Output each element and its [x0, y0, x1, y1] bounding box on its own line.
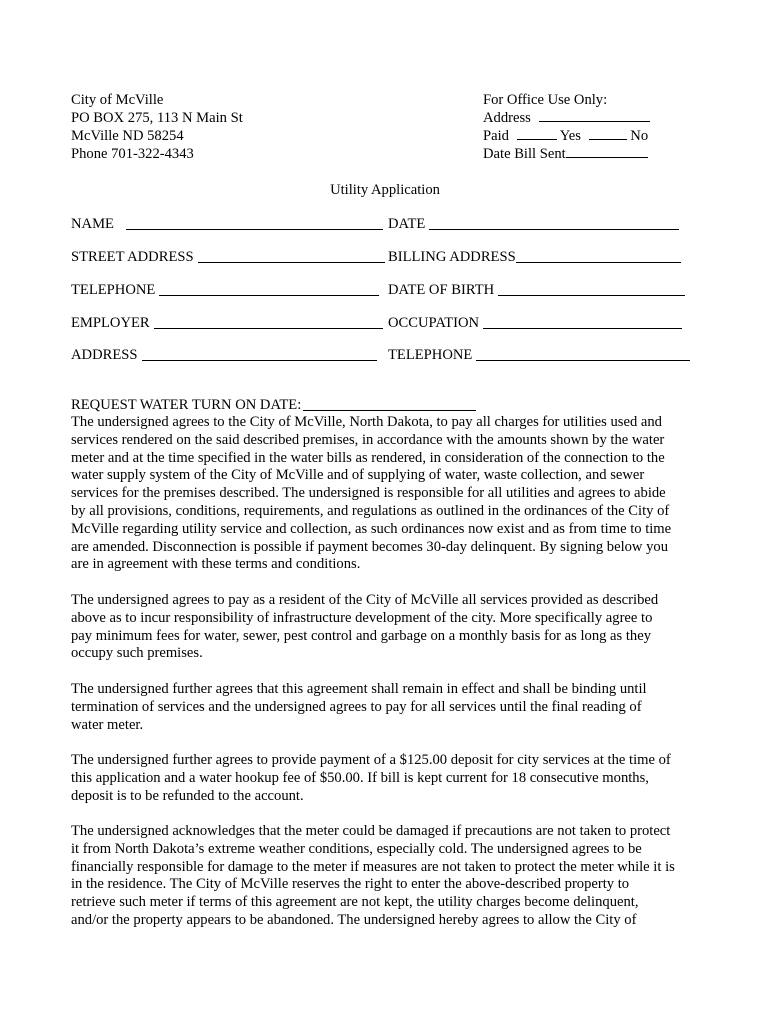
address-label: ADDRESS: [71, 347, 138, 363]
street-address-label: STREET ADDRESS: [71, 249, 194, 265]
paragraph-line: pay minimum fees for water, sewer, pest control and garbage on a monthly basis for as long as they: [71, 627, 651, 644]
city-name: City of McVille: [71, 92, 164, 108]
agreement-paragraph-4: [71, 751, 701, 804]
paragraph-line: The undersigned acknowledges that the meter could be damaged if precautions are not taken to protect: [71, 823, 671, 839]
paragraph-line: by all provisions, conditions, requirements, and regulations as outlined in the ordinances of the City of: [71, 502, 670, 519]
date-of-birth-field: [388, 281, 685, 299]
po-box: PO BOX 275, 113 N Main St: [71, 110, 243, 126]
billing-address-field: [388, 248, 681, 266]
date-label: DATE: [388, 216, 426, 232]
paragraph-line: it from North Dakota’s extreme weather conditions, especially cold. The undersigned agrees to be: [71, 840, 642, 857]
paragraph-line: The undersigned agrees to pay as a resident of the City of McVille all services provided as described: [71, 592, 659, 608]
street-address-input[interactable]: [198, 261, 385, 263]
name-input[interactable]: [126, 228, 383, 230]
paragraph-line: are amended. Disconnection is possible if payment becomes 30-day delinquent. By signing below you: [71, 538, 668, 555]
paragraph-line: water meter.: [71, 716, 144, 733]
office-paid-no-blank[interactable]: [589, 139, 627, 140]
city-address-block: [71, 91, 243, 163]
paragraph-line: in the residence. The City of McVille reserves the right to enter the above-described property to: [71, 876, 630, 893]
paragraph-line: The undersigned further agrees that this agreement shall remain in effect and shall be binding until: [71, 681, 647, 697]
paragraph-line: meter and at the time specified in the water bills as rendered, in consideration of the connection to the: [71, 449, 665, 466]
agreement-paragraph-5: [71, 822, 701, 929]
telephone2-input[interactable]: [476, 359, 690, 361]
paragraph-line: above as to incur responsibility of infrastructure development of the city. More specifically agree to: [71, 609, 653, 626]
date-input[interactable]: [429, 228, 679, 230]
telephone2-label: TELEPHONE: [388, 347, 473, 363]
agreement-paragraph-2: [71, 591, 701, 662]
employer-field: [71, 314, 383, 332]
office-paid-yes-blank[interactable]: [517, 139, 557, 140]
paragraph-line: financially responsible for damage to the meter if measures are not taken to protect the meter while it is: [71, 858, 675, 875]
agreement-paragraph-3: [71, 680, 701, 733]
date-of-birth-label: DATE OF BIRTH: [388, 282, 495, 298]
date-of-birth-input[interactable]: [498, 294, 685, 296]
request-water-label: REQUEST WATER TURN ON DATE:: [71, 397, 302, 413]
phone: Phone 701-322-4343: [71, 146, 194, 162]
telephone-label: TELEPHONE: [71, 282, 156, 298]
request-water-field: [71, 396, 476, 414]
employer-input[interactable]: [154, 327, 383, 329]
paragraph-line: The undersigned further agrees to provide payment of a $125.00 deposit for city services at the time of: [71, 752, 671, 768]
agreement-paragraph-1: [71, 413, 701, 573]
name-field: [71, 215, 383, 233]
occupation-input[interactable]: [483, 327, 682, 329]
paragraph-line: this application and a water hookup fee of $50.00. If bill is kept current for 18 consecutive months,: [71, 769, 649, 786]
paragraph-line: services for the premises described. The undersigned is responsible for all utilities and agrees to abide: [71, 485, 666, 502]
billing-address-input[interactable]: [516, 261, 681, 263]
telephone2-field: [388, 346, 690, 364]
office-use-title: For Office Use Only:: [483, 92, 608, 108]
paragraph-line: are in agreement with these terms and conditions.: [71, 556, 361, 573]
office-use-block: [483, 91, 650, 163]
office-date-bill-sent-blank[interactable]: [566, 157, 648, 158]
office-bill-row: [483, 145, 650, 163]
office-address-row: [483, 109, 650, 127]
occupation-label: OCCUPATION: [388, 315, 480, 331]
office-date-bill-sent-label: Date Bill Sent: [483, 146, 566, 162]
telephone-input[interactable]: [159, 294, 379, 296]
street-address-field: [71, 248, 385, 266]
paragraph-line: and/or the property appears to be abandoned. The undersigned hereby agrees to allow the City of: [71, 911, 637, 928]
office-address-blank[interactable]: [539, 121, 650, 122]
paragraph-line: McVille regarding utility service and collection, as such ordinances now exist and as from time to time: [71, 520, 672, 537]
request-water-input[interactable]: [303, 409, 476, 411]
address-input[interactable]: [142, 359, 377, 361]
paragraph-line: services rendered on the said described premises, in accordance with the amounts shown by the water: [71, 431, 665, 448]
office-yes-label: Yes: [559, 128, 581, 144]
office-no-label: No: [630, 128, 649, 144]
paragraph-line: termination of services and the undersigned agrees to pay for all services until the final reading of: [71, 698, 642, 715]
paragraph-line: The undersigned agrees to the City of McVille, North Dakota, to pay all charges for utilities used and: [71, 414, 662, 430]
office-paid-label: Paid: [483, 128, 509, 144]
date-field: [388, 215, 679, 233]
paragraph-line: retrieve such meter if terms of this agreement are not kept, the utility charges become delinquent,: [71, 894, 639, 911]
occupation-field: [388, 314, 682, 332]
employer-label: EMPLOYER: [71, 315, 150, 331]
office-address-label: Address: [483, 110, 531, 126]
office-paid-row: [483, 127, 650, 145]
name-label: NAME: [71, 216, 114, 232]
address-field: [71, 346, 377, 364]
city-state-zip: McVille ND 58254: [71, 128, 184, 144]
paragraph-line: deposit is to be refunded to the account.: [71, 787, 304, 804]
billing-address-label: BILLING ADDRESS: [388, 249, 516, 265]
paragraph-line: occupy such premises.: [71, 645, 203, 662]
telephone-field: [71, 281, 379, 299]
paragraph-line: water supply system of the City of McVille and of supplying of water, waste collection, and sewer: [71, 467, 645, 484]
form-title: Utility Application: [330, 182, 440, 198]
